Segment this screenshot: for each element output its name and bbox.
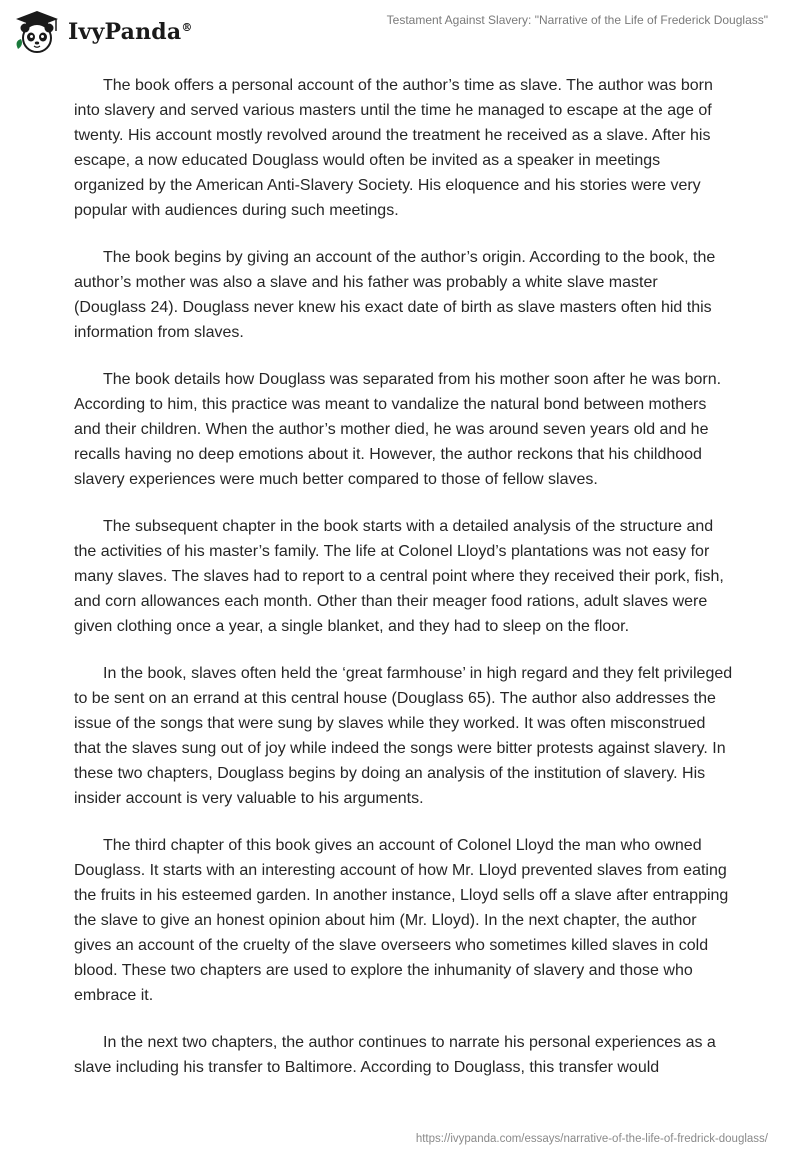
paragraph: The book details how Douglass was separated from his mother soon after he was born. According to him, this practice was meant to vandalize the natural bond between mothers and their children. When the author’s mother died, he was around seven years old and he recalls having no deep emotions about it. However, the author reckons that his childhood slavery experiences were much better compared to those of fellow slaves. xyxy=(74,371,722,488)
paragraph: The book begins by giving an account of the author’s origin. According to the book, the author’s mother was also a slave and his father was probably a white slave master (Douglass 24). Douglass never knew his exact date of birth as slave masters often hid this information from slaves. xyxy=(74,249,716,341)
paragraph: In the book, slaves often held the ‘great farmhouse’ in high regard and they felt privileged to be sent on an errand at this central house (Douglass 65). The author also addresses the issue of the songs that were sung by slaves while they worked. It was often misconstrued that the slaves sung out of joy while indeed the songs were bitter protests against slavery. In these two chapters, Douglass begins by doing an analysis of the institution of slavery. His insider account is very valuable to his arguments. xyxy=(74,665,733,807)
document-title: Testament Against Slavery: "Narrative of the Life of Frederick Douglass" xyxy=(386,13,768,27)
panda-graduate-icon xyxy=(12,9,62,55)
paragraph: The subsequent chapter in the book starts with a detailed analysis of the structure and the activities of his master’s family. The life at Colonel Lloyd’s plantations was not easy for many slaves. The slaves had to report to a central point where they received their pork, fish, and corn allowances each month. Other than their meager food rations, adult slaves were given clothing once a year, a single blanket, and they had to sleep on the floor. xyxy=(74,518,724,635)
paragraph: In the next two chapters, the author continues to narrate his personal experiences as a slave including his transfer to Baltimore. According to Douglass, this transfer would xyxy=(74,1034,716,1076)
source-url[interactable]: https://ivypanda.com/essays/narrative-of-the-life-of-fredrick-douglass/ xyxy=(415,1133,768,1145)
brand-logo[interactable] xyxy=(12,10,193,54)
page-header xyxy=(0,0,800,64)
brand-name: IvyPanda® xyxy=(68,19,193,45)
paragraph: The third chapter of this book gives an account of Colonel Lloyd the man who owned Douglass. It starts with an interesting account of how Mr. Lloyd prevented slaves from eating the fruits in his esteemed garden. In another instance, Lloyd sells off a slave after entrapping the slave to give an honest opinion about him (Mr. Lloyd). In the next chapter, the author gives an account of the cruelty of the slave overseers who sometimes killed slaves in cold blood. These two chapters are used to explore the inhumanity of slavery and those who embrace it. xyxy=(74,837,729,1004)
trademark-symbol: ® xyxy=(181,21,193,34)
essay-body xyxy=(74,73,734,1102)
paragraph: The book offers a personal account of the author’s time as slave. The author was born into slavery and served various masters until the time he managed to escape at the age of twenty. His account mostly revolved around the treatment he received as a slave. After his escape, a now educated Douglass would often be invited as a speaker in meetings organized by the American Anti-Slavery Society. His eloquence and his stories were very popular with audiences during such meetings. xyxy=(74,77,713,219)
